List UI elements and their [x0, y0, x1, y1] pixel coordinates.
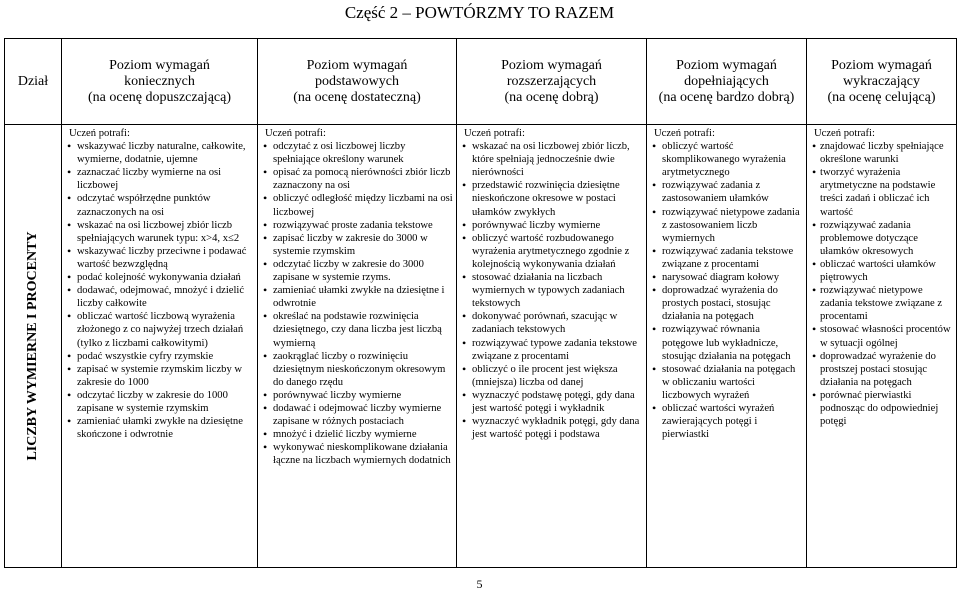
dzial-header: Dział	[5, 39, 62, 125]
requirement-item: • wskazać na osi liczbowej zbiór liczb spełniających warunek typu: x>4, x≤2	[65, 219, 254, 245]
requirement-item: • doprowadzać wyrażenia do prostych postaci, stosując działania na potęgach	[650, 284, 803, 323]
requirement-item: • rozwiązywać zadania problemowe dotyczące ułamków okresowych	[810, 219, 953, 258]
requirements-column	[647, 125, 807, 568]
requirement-item: • zamieniać ułamki zwykłe na dziesiętne skończone i odwrotnie	[65, 415, 254, 441]
requirement-item: • porównać pierwiastki podnosząc do odpowiedniej potęgi	[810, 389, 953, 428]
level-header-line: Poziom wymagań	[831, 57, 932, 73]
requirement-item: • wykonywać nieskomplikowane działania łączne na liczbach wymiernych dodatnich	[261, 441, 453, 467]
requirement-item: • wyznaczyć wykładnik potęgi, gdy dana jest wartość potęgi i podstawa	[460, 415, 643, 441]
requirement-item: • rozwiązywać proste zadania tekstowe	[261, 219, 453, 232]
lead-text: Uczeń potrafi:	[654, 128, 715, 139]
level-header-line: Poziom wymagań	[501, 57, 602, 73]
lead-text: Uczeń potrafi:	[814, 128, 875, 139]
requirement-item: • rozwiązywać równania potęgowe lub wykładnicze, stosując działania na potęgach	[650, 323, 803, 362]
requirement-item: • odczytać współrzędne punktów zaznaczonych na osi	[65, 192, 254, 218]
requirement-item: • stosować działania na liczbach wymiernych w typowych zadaniach tekstowych	[460, 271, 643, 310]
level-header-line: wykraczający	[843, 73, 920, 89]
requirement-item: • zaznaczać liczby wymierne na osi liczbowej	[65, 166, 254, 192]
requirement-item: • rozwiązywać zadania tekstowe związane z procentami	[650, 245, 803, 271]
requirement-item: • dodawać i odejmować liczby wymierne zapisane w różnych postaciach	[261, 402, 453, 428]
level-header-line: Poziom wymagań	[676, 57, 777, 73]
level-header	[62, 39, 258, 125]
requirement-item: • podać wszystkie cyfry rzymskie	[65, 350, 254, 363]
requirement-item: • zaokrąglać liczby o rozwinięciu dziesiętnym nieskończonym okresowym do danego rzędu	[261, 350, 453, 389]
section-label: LICZBY WYMIERNE I PROCENTY	[25, 231, 40, 461]
requirement-item: • dokonywać porównań, szacując w zadaniach tekstowych	[460, 310, 643, 336]
level-header	[258, 39, 457, 125]
level-header	[807, 39, 957, 125]
requirement-item: • opisać za pomocą nierówności zbiór liczb zaznaczony na osi	[261, 166, 453, 192]
requirement-item: • obliczać wartości wyrażeń zawierających potęgi i pierwiastki	[650, 402, 803, 441]
requirement-item: • przedstawić rozwinięcia dziesiętne nieskończone okresowe w postaci ułamków zwykłych	[460, 179, 643, 218]
requirement-item: • zapisać liczby w zakresie do 3000 w systemie rzymskim	[261, 232, 453, 258]
requirements-list	[460, 140, 643, 441]
page-number: 5	[476, 577, 483, 591]
requirement-item: • rozwiązywać nietypowe zadania tekstowe związane z procentami	[810, 284, 953, 323]
requirement-item: • obliczyć wartość rozbudowanego wyrażenia arytmetycznego zgodnie z kolejnością wykonywania działań	[460, 232, 643, 271]
requirement-item: • stosować własności procentów w sytuacji ogólnej	[810, 323, 953, 349]
requirements-column	[807, 125, 957, 568]
requirements-column	[62, 125, 258, 568]
level-header-line: Poziom wymagań	[306, 57, 408, 73]
level-header-line: (na ocenę bardzo dobrą)	[658, 89, 795, 105]
requirement-item: • dodawać, odejmować, mnożyć i dzielić liczby całkowite	[65, 284, 254, 310]
level-header-line: rozszerzających	[506, 73, 597, 89]
level-header-line: (na ocenę celującą)	[827, 89, 936, 105]
requirement-item: • stosować działania na potęgach w obliczaniu wartości liczbowych wyrażeń	[650, 363, 803, 402]
requirement-item: • rozwiązywać nietypowe zadania z zastosowaniem liczb wymiernych	[650, 206, 803, 245]
level-header-line: koniecznych	[124, 73, 195, 89]
requirement-item: • rozwiązywać zadania z zastosowaniem ułamków	[650, 179, 803, 205]
requirement-item: • zapisać w systemie rzymskim liczby w zakresie do 1000	[65, 363, 254, 389]
requirements-list	[65, 140, 254, 441]
requirements-list	[261, 140, 453, 467]
requirements-column	[457, 125, 647, 568]
level-header-line: (na ocenę dostateczną)	[293, 89, 421, 105]
section-cell	[5, 125, 62, 568]
lead-text: Uczeń potrafi:	[69, 128, 130, 139]
level-header-line: Poziom wymagań	[109, 57, 210, 73]
header-row	[5, 39, 957, 125]
requirement-item: • odczytać z osi liczbowej liczby spełniające określony warunek	[261, 140, 453, 166]
content-row	[5, 125, 957, 568]
level-header-line: podstawowych	[315, 73, 399, 89]
requirement-item: • obliczać wartość liczbową wyrażenia złożonego z co najwyżej trzech działań (tylko z liczbami całkowitymi)	[65, 310, 254, 349]
level-header-line: (na ocenę dopuszczającą)	[87, 89, 231, 105]
page-title: Część 2 – POWTÓRZMY TO RAZEM	[344, 3, 615, 22]
requirement-item: • tworzyć wyrażenia arytmetyczne na podstawie treści zadań i obliczać ich wartość	[810, 166, 953, 218]
requirement-item: • porównywać liczby wymierne	[460, 219, 643, 232]
requirement-item: • wskazywać liczby przeciwne i podawać wartość bezwzględną	[65, 245, 254, 271]
requirement-item: • znajdować liczby spełniające określone warunki	[810, 140, 953, 166]
level-header-line: dopełniających	[684, 73, 769, 89]
requirement-item: • obliczać wartości ułamków piętrowych	[810, 258, 953, 284]
requirement-item: • obliczyć wartość skomplikowanego wyrażenia arytmetycznego	[650, 140, 803, 179]
requirement-item: • odczytać liczby w zakresie do 1000 zapisane w systemie rzymskim	[65, 389, 254, 415]
requirement-item: • podać kolejność wykonywania działań	[65, 271, 254, 284]
level-header-line: (na ocenę dobrą)	[504, 89, 599, 105]
requirement-item: • rozwiązywać typowe zadania tekstowe związane z procentami	[460, 337, 643, 363]
lead-text: Uczeń potrafi:	[265, 128, 326, 139]
requirements-table	[4, 38, 957, 568]
requirement-item: • wskazywać liczby naturalne, całkowite, wymierne, dodatnie, ujemne	[65, 140, 254, 166]
lead-text: Uczeń potrafi:	[464, 128, 525, 139]
requirement-item: • zamieniać ułamki zwykłe na dziesiętne i odwrotnie	[261, 284, 453, 310]
level-header	[457, 39, 647, 125]
requirement-item: • wskazać na osi liczbowej zbiór liczb, które spełniają jednocześnie dwie nierówności	[460, 140, 643, 179]
level-header	[647, 39, 807, 125]
requirement-item: • narysować diagram kołowy	[650, 271, 803, 284]
requirement-item: • odczytać liczby w zakresie do 3000 zapisane w systemie rzyms.	[261, 258, 453, 284]
requirement-item: • obliczyć odległość między liczbami na osi liczbowej	[261, 192, 453, 218]
requirement-item: • doprowadzać wyrażenie do prostszej postaci stosując działania na potęgach	[810, 350, 953, 389]
requirement-item: • mnożyć i dzielić liczby wymierne	[261, 428, 453, 441]
requirement-item: • obliczyć o ile procent jest większa (mniejsza) liczba od danej	[460, 363, 643, 389]
requirements-list	[810, 140, 953, 428]
requirement-item: • porównywać liczby wymierne	[261, 389, 453, 402]
requirements-list	[650, 140, 803, 441]
requirements-column	[258, 125, 457, 568]
requirement-item: • wyznaczyć podstawę potęgi, gdy dana jest wartość potęgi i wykładnik	[460, 389, 643, 415]
requirement-item: • określać na podstawie rozwinięcia dziesiętnego, czy dana liczba jest liczbą wymierną	[261, 310, 453, 349]
